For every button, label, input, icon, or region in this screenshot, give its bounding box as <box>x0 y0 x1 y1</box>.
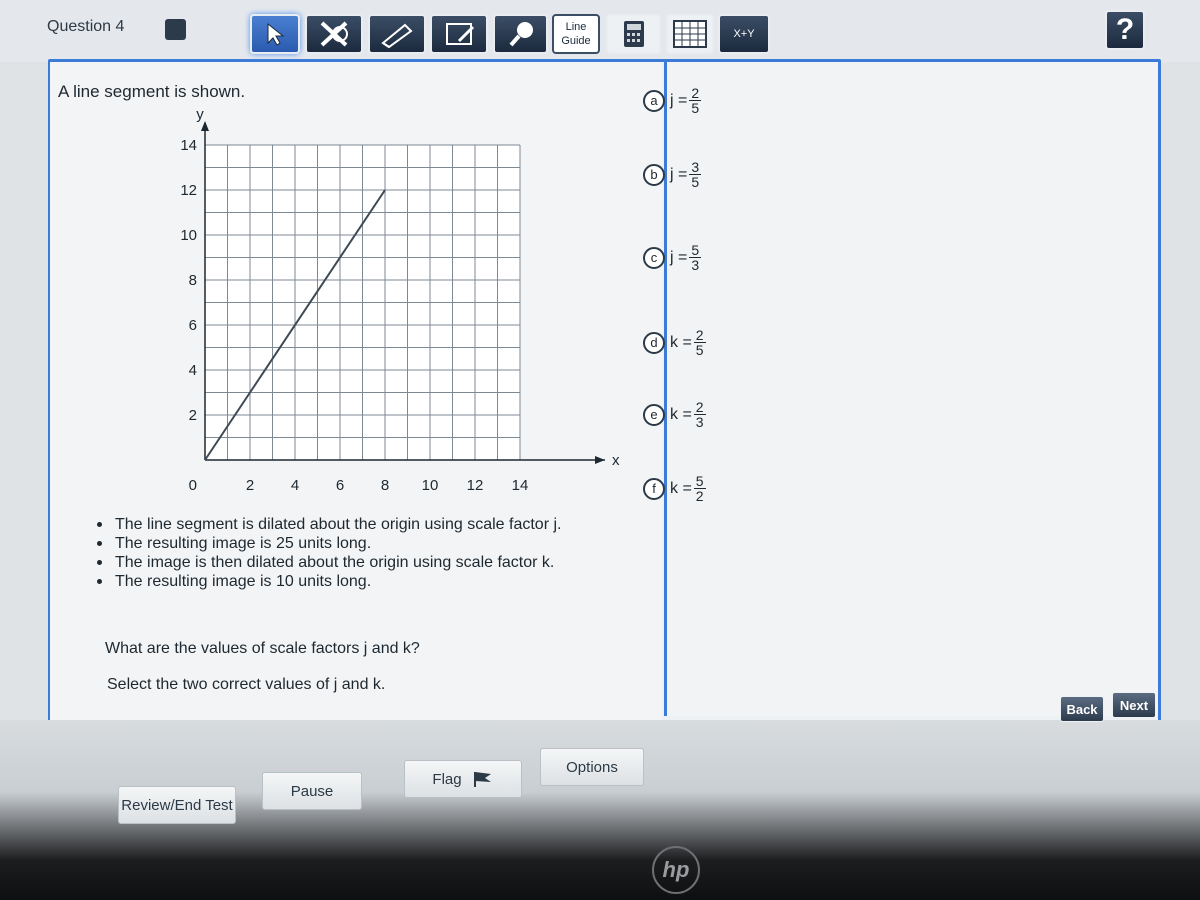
choice-radio[interactable]: b <box>643 164 665 186</box>
choice-fraction <box>694 328 706 357</box>
bottom-bar <box>0 697 1200 900</box>
choice-fraction <box>689 243 701 272</box>
options-button[interactable]: Options <box>540 748 644 786</box>
y-tick-label: 8 <box>188 272 197 289</box>
grid <box>205 145 520 460</box>
choice-fraction <box>689 160 701 189</box>
y-tick-label: 10 <box>180 227 197 244</box>
formula-label: X+Y <box>733 27 755 40</box>
review-end-test-button[interactable]: Review/End Test <box>118 786 236 824</box>
response-pane <box>664 62 1158 716</box>
flag-icon <box>472 770 494 788</box>
notepad-icon <box>439 19 479 49</box>
y-tick-label: 4 <box>188 362 197 379</box>
toolbar <box>0 0 1200 62</box>
choice-d[interactable] <box>643 328 706 357</box>
pointer-tool-button[interactable] <box>250 14 300 54</box>
x-axis-label: x <box>612 452 620 469</box>
y-tick-label: 14 <box>180 137 197 154</box>
line-guide-label-line2: Guide <box>561 35 591 47</box>
choice-radio[interactable]: a <box>643 90 665 112</box>
problem-bullets <box>95 515 561 591</box>
highlighter-button[interactable] <box>368 14 426 54</box>
answer-eliminator-button[interactable] <box>305 14 363 54</box>
x-tick-label: 6 <box>335 477 345 494</box>
fraction-numerator: 2 <box>691 85 700 101</box>
choice-c[interactable] <box>643 243 701 272</box>
choice-variable: k = <box>670 479 692 497</box>
choice-radio[interactable]: d <box>643 332 665 354</box>
choice-variable: j = <box>670 165 688 183</box>
x-tick-label: 8 <box>380 477 390 494</box>
fraction-numerator: 5 <box>691 242 700 258</box>
instruction-text: Select the two correct values of j and k. <box>107 676 386 693</box>
question-flag-icon[interactable] <box>165 19 186 40</box>
choice-radio[interactable]: c <box>643 247 665 269</box>
choice-fraction <box>694 474 706 503</box>
origin-label: 0 <box>188 477 197 494</box>
flag-label: Flag <box>432 770 462 788</box>
choice-e[interactable] <box>643 400 706 429</box>
pointer-icon <box>262 21 288 47</box>
choice-b[interactable] <box>643 160 701 189</box>
x-tick-label: 14 <box>511 477 529 494</box>
line-guide-label-line1: Line <box>565 20 587 33</box>
choice-fraction <box>689 86 701 115</box>
y-tick-label: 2 <box>188 407 197 424</box>
fraction-denominator: 3 <box>695 414 704 430</box>
highlighter-icon <box>377 19 417 49</box>
graph-tool-button[interactable] <box>666 14 714 54</box>
y-axis-label: y <box>196 106 204 123</box>
fraction-denominator: 5 <box>691 100 700 116</box>
fraction-numerator: 2 <box>695 399 704 415</box>
choice-radio[interactable]: e <box>643 404 665 426</box>
flag-button[interactable] <box>404 760 522 798</box>
x-tick-label: 2 <box>245 477 255 494</box>
calculator-button[interactable] <box>606 14 661 54</box>
choice-variable: j = <box>670 91 688 109</box>
choice-radio[interactable]: f <box>643 478 665 500</box>
magnifier-button[interactable] <box>493 14 548 54</box>
question-text: What are the values of scale factors j and k? <box>105 640 420 657</box>
notepad-button[interactable] <box>430 14 488 54</box>
bullet-item: The image is then dilated about the origin using scale factor k. <box>95 553 561 572</box>
choice-f[interactable] <box>643 474 706 503</box>
fraction-denominator: 3 <box>691 257 700 273</box>
calculator-icon <box>615 18 653 50</box>
choice-a[interactable] <box>643 86 701 115</box>
choice-variable: j = <box>670 248 688 266</box>
answer-eliminator-icon <box>314 19 354 49</box>
next-button[interactable]: Next <box>1112 692 1156 718</box>
grid-icon <box>671 18 709 50</box>
problem-prompt: A line segment is shown. <box>58 82 246 101</box>
back-button[interactable]: Back <box>1060 696 1104 722</box>
choice-fraction <box>694 400 706 429</box>
bullet-item: The resulting image is 25 units long. <box>95 534 561 553</box>
fraction-denominator: 2 <box>695 488 704 504</box>
choice-variable: k = <box>670 405 692 423</box>
coordinate-graph <box>130 106 620 513</box>
bullet-item: The resulting image is 10 units long. <box>95 572 561 591</box>
x-tick-label: 4 <box>290 477 300 494</box>
line-guide-button[interactable] <box>552 14 600 54</box>
x-tick-label: 10 <box>421 477 439 494</box>
question-label: Question 4 <box>47 18 125 35</box>
fraction-numerator: 5 <box>695 473 704 489</box>
fraction-denominator: 5 <box>691 174 700 190</box>
fraction-denominator: 5 <box>695 342 704 358</box>
formula-sheet-button[interactable] <box>718 14 770 54</box>
fraction-numerator: 2 <box>695 327 704 343</box>
fraction-numerator: 3 <box>691 159 700 175</box>
choice-variable: k = <box>670 333 692 351</box>
y-tick-label: 6 <box>188 317 197 334</box>
bullet-item: The line segment is dilated about the origin using scale factor j. <box>95 515 561 534</box>
magnifier-icon <box>503 19 539 49</box>
y-tick-label: 12 <box>180 182 197 199</box>
x-tick-label: 12 <box>466 477 484 494</box>
pause-button[interactable]: Pause <box>262 772 362 810</box>
help-button[interactable]: ? <box>1105 10 1145 50</box>
hp-logo: hp <box>652 846 700 894</box>
